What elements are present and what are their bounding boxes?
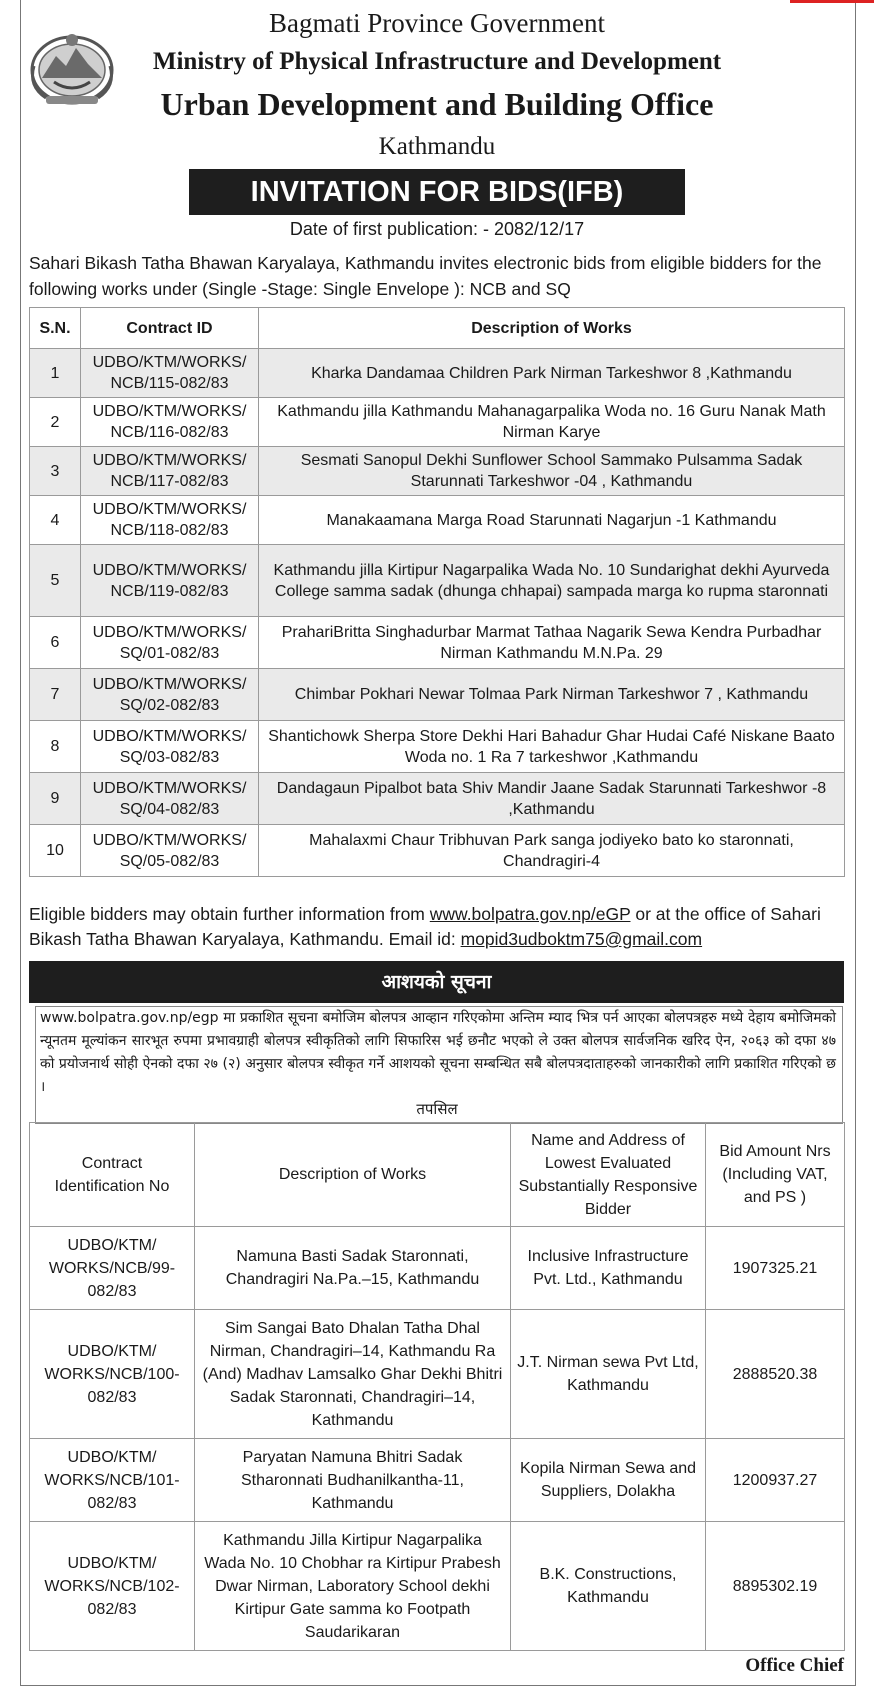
contract-id-line: UDBO/KTM/WORKS/ [92, 501, 247, 518]
contract-id-line: SQ/04-082/83 [119, 800, 220, 818]
sn-cell: 1 [30, 349, 81, 398]
contract-id-line: UDBO/KTM/WORKS/ [92, 675, 247, 693]
table-row [30, 496, 845, 545]
contract-id-cell: UDBO/KTM/ WORKS/NCB/100- 082/83 [30, 1310, 195, 1439]
table-row [30, 1439, 845, 1522]
column-header: Name and Address of Lowest Evaluated Substantially Responsive Bidder [511, 1123, 706, 1227]
contract-id-cell: UDBO/KTM/ WORKS/NCB/102- 082/83 [30, 1522, 195, 1651]
table-row [30, 349, 845, 398]
description-cell: Sesmati Sanopul Dekhi Sunflower School Sammako Pulsamma Sadak Starunnati Tarkeshwor -04 , Kathmandu [259, 447, 845, 496]
contract-id-line: SQ/02-082/83 [119, 696, 220, 714]
table-header-row [30, 1123, 845, 1227]
description-cell: Shantichowk Sherpa Store Dekhi Hari Bahadur Ghar Hudai Café Niskane Baato Woda no. 1 Ra 7 tarkeshwor ,Kathmandu [259, 721, 845, 773]
location-heading: Kathmandu [378, 133, 496, 160]
contract-id-line: UDBO/KTM/WORKS/ [92, 831, 247, 849]
contract-id-cell [81, 617, 259, 669]
description-cell: Dandagaun Pipalbot bata Shiv Mandir Jaane Sadak Starunnati Tarkeshwor -8 ,Kathmandu [259, 773, 845, 825]
column-header: Description of Works [259, 308, 845, 349]
description-cell: Sim Sangai Bato Dhalan Tatha Dhal Nirman, Chandragiri–14, Kathmandu Ra (And) Madhav Lamsalko Ghar Dekhi Bhitri Sadak Staronnati, Chandragiri–14, Kathmandu [195, 1310, 511, 1439]
contract-id-cell [81, 825, 259, 877]
sn-cell: 3 [30, 447, 81, 496]
eligibility-paragraph [29, 902, 849, 952]
column-header: S.N. [30, 308, 81, 349]
contract-id-line: NCB/117-082/83 [110, 473, 229, 490]
schedule-label: तपसिल [416, 1100, 458, 1118]
description-cell: PrahariBritta Singhadurbar Marmat Tathaa Nagarik Sewa Kendra Purbadhar Nirman Kathmandu M.N.Pa. 29 [259, 617, 845, 669]
contract-id-cell [81, 398, 259, 447]
contract-id-line: NCB/115-082/83 [110, 375, 229, 392]
table-row [30, 1310, 845, 1439]
corner-accent [790, 0, 874, 3]
amount-cell: 1907325.21 [706, 1227, 845, 1310]
intent-notice-body: www.bolpatra.gov.np/egp मा प्रकाशित सूचना बमोजिम बोलपत्र आव्हान गरिएकोमा अन्तिम म्याद भित्र पर्न आएका बोलपत्रहरु मध्ये देहाय बमोजिमको न्यूनतम मूल्यांकन सारभूत रुपमा प्रभावग्राही बोलपत्र स्वीकृतिको लागि सिफारिस भई छनौट भएको ले उक्त बोलपत्र सार्वजनिक खरिद ऐन, २०६३ को दफा ४७ को प्रयोजनार्थ सोही ऐनको दफा २७ (२) अनुसार बोलपत्र स्वीकृत गर्ने आशयको सूचना सम्बन्धित सबै बोलपत्रदाताहरुको जानकारीको लागि प्रकाशित गरिएको छ । [35, 1006, 843, 1124]
sn-cell: 9 [30, 773, 81, 825]
amount-cell: 2888520.38 [706, 1310, 845, 1439]
bidder-cell: Inclusive Infrastructure Pvt. Ltd., Kathmandu [511, 1227, 706, 1310]
bidder-cell: B.K. Constructions, Kathmandu [511, 1522, 706, 1651]
contract-id-cell [81, 349, 259, 398]
table-row [30, 545, 845, 617]
table-row [30, 1227, 845, 1310]
description-cell: Mahalaxmi Chaur Tribhuvan Park sanga jodiyeko bato ko staronnati, Chandragiri-4 [259, 825, 845, 877]
table-row [30, 825, 845, 877]
bidder-cell: J.T. Nirman sewa Pvt Ltd, Kathmandu [511, 1310, 706, 1439]
notice-title: INVITATION FOR BIDS(IFB) [189, 169, 685, 215]
contracts-table [29, 307, 845, 877]
contract-id-line: UDBO/KTM/WORKS/ [92, 452, 247, 469]
contract-id-line: NCB/119-082/83 [110, 582, 229, 600]
amount-cell: 1200937.27 [706, 1439, 845, 1522]
table-row [30, 1522, 845, 1651]
description-cell: Kathmandu jilla Kirtipur Nagarpalika Wada No. 10 Sundarighat dekhi Ayurveda College samma sadak (dhunga chhapai) sampada marga ko rupma staronnati [259, 545, 845, 617]
column-header: Contract Identification No [30, 1123, 195, 1227]
publication-date: Date of first publication: - 2082/12/17 [289, 219, 585, 239]
contract-id-cell [81, 669, 259, 721]
contract-id-cell [81, 545, 259, 617]
table-row [30, 721, 845, 773]
eligibility-text: Eligible bidders may obtain further information from [29, 904, 430, 924]
bidder-cell: Kopila Nirman Sewa and Suppliers, Dolakha [511, 1439, 706, 1522]
ministry-heading: Ministry of Physical Infrastructure and Development [152, 48, 722, 75]
contract-id-cell [81, 721, 259, 773]
province-heading: Bagmati Province Government [269, 8, 605, 38]
contract-id-line: NCB/116-082/83 [110, 424, 229, 441]
table-row [30, 773, 845, 825]
contract-id-cell: UDBO/KTM/ WORKS/NCB/99- 082/83 [30, 1227, 195, 1310]
contract-id-cell [81, 496, 259, 545]
column-header: Description of Works [195, 1123, 511, 1227]
sn-cell: 7 [30, 669, 81, 721]
table-row [30, 398, 845, 447]
description-cell: Namuna Basti Sadak Staronnati, Chandragiri Na.Pa.–15, Kathmandu [195, 1227, 511, 1310]
contract-id-cell: UDBO/KTM/ WORKS/NCB/101- 082/83 [30, 1439, 195, 1522]
table-row [30, 447, 845, 496]
signoff: Office Chief [745, 1655, 844, 1676]
office-heading: Urban Development and Building Office [160, 86, 714, 122]
awards-table [29, 1122, 845, 1651]
table-header-row [30, 308, 845, 349]
column-header: Contract ID [81, 308, 259, 349]
contract-id-line: SQ/01-082/83 [119, 644, 220, 662]
intro-paragraph: Sahari Bikash Tatha Bhawan Karyalaya, Kathmandu invites electronic bids from eligible bidders for the following works under (Single -Stage: Single Envelope ): NCB and SQ [29, 253, 822, 299]
sn-cell: 10 [30, 825, 81, 877]
contract-id-line: UDBO/KTM/WORKS/ [92, 354, 247, 371]
description-cell: Kharka Dandamaa Children Park Nirman Tarkeshwor 8 ,Kathmandu [259, 349, 845, 398]
description-cell: Chimbar Pokhari Newar Tolmaa Park Nirman Tarkeshwor 7 , Kathmandu [259, 669, 845, 721]
sn-cell: 8 [30, 721, 81, 773]
sn-cell: 2 [30, 398, 81, 447]
eligibility-text: or at the office of Sahari Bikash Tatha Bhawan Karyalaya, Kathmandu. Email id: [29, 904, 821, 949]
amount-cell: 8895302.19 [706, 1522, 845, 1651]
intent-notice-title: आशयको सूचना [29, 961, 844, 1003]
contract-id-line: SQ/03-082/83 [119, 748, 220, 766]
contract-id-line: UDBO/KTM/WORKS/ [92, 779, 247, 797]
contract-id-line: UDBO/KTM/WORKS/ [92, 727, 247, 745]
contract-id-line: UDBO/KTM/WORKS/ [92, 403, 247, 420]
contract-id-line: NCB/118-082/83 [110, 522, 229, 539]
sn-cell: 6 [30, 617, 81, 669]
sn-cell: 5 [30, 545, 81, 617]
description-cell: Kathmandu Jilla Kirtipur Nagarpalika Wada No. 10 Chobhar ra Kirtipur Prabesh Dwar Nirman, Laboratory School dekhi Kirtipur Gate samma ko Footpath Saudarikaran [195, 1522, 511, 1651]
table-row [30, 617, 845, 669]
contract-id-cell [81, 447, 259, 496]
table-row [30, 669, 845, 721]
contract-id-line: SQ/05-082/83 [119, 852, 220, 870]
contract-id-cell [81, 773, 259, 825]
sn-cell: 4 [30, 496, 81, 545]
contract-id-line: UDBO/KTM/WORKS/ [92, 623, 247, 641]
column-header: Bid Amount Nrs (Including VAT, and PS ) [706, 1123, 845, 1227]
bolpatra-link[interactable]: www.bolpatra.gov.np/eGP [429, 904, 631, 924]
description-cell: Paryatan Namuna Bhitri Sadak Stharonnati Budhanilkantha-11, Kathmandu [195, 1439, 511, 1522]
contract-id-line: UDBO/KTM/WORKS/ [92, 561, 247, 579]
description-cell: Manakaamana Marga Road Starunnati Nagarjun -1 Kathmandu [259, 496, 845, 545]
description-cell: Kathmandu jilla Kathmandu Mahanagarpalika Woda no. 16 Guru Nanak Math Nirman Karye [259, 398, 845, 447]
email-link[interactable]: mopid3udboktm75@gmail.com [460, 929, 703, 949]
